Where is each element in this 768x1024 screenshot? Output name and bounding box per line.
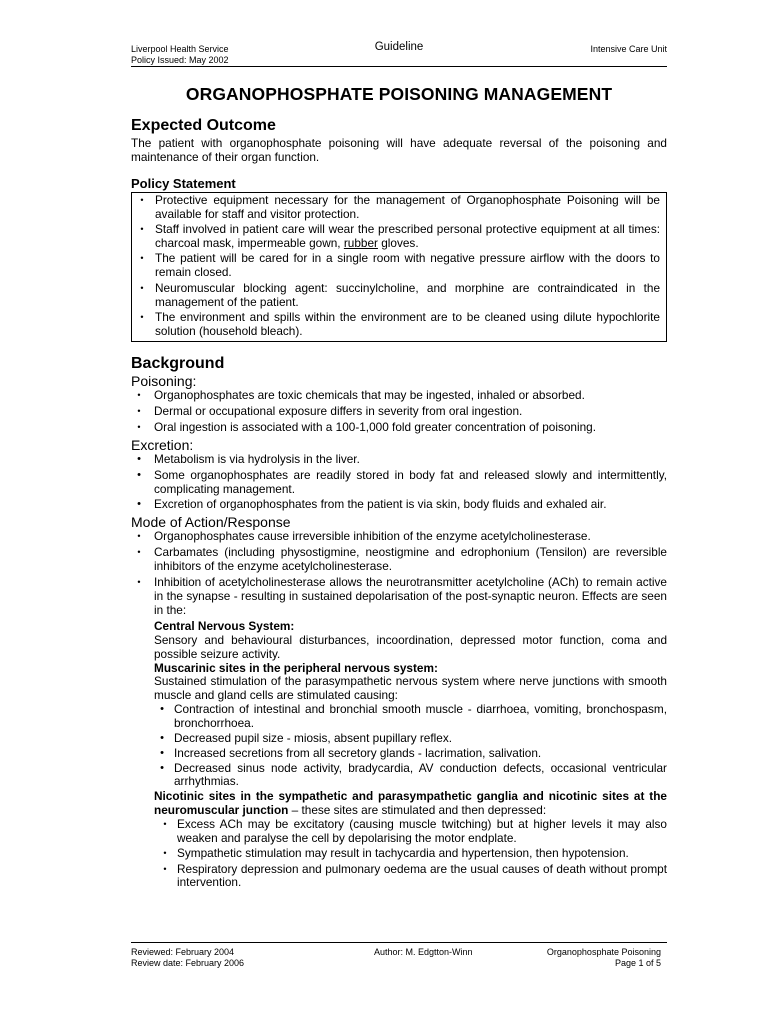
policy-item: • The environment and spills within the environment are to be cleaned using dilute hypochlorite solution (household bleach).	[132, 311, 666, 340]
mode-of-action-heading: Mode of Action/Response	[131, 514, 291, 531]
bullet-icon: •	[137, 390, 141, 401]
list-item: • Excess ACh may be excitatory (causing muscle twitching) but at higher levels it may also weaken and paralyse the cell by depolarising the motor endplate.	[157, 818, 667, 847]
footer-doc: Organophosphate Poisoning	[546, 947, 661, 957]
list-item: • Some organophosphates are readily stored in body fat and released slowly and intermittently, complicating management.	[131, 469, 667, 499]
cns-text: Sensory and behavioural disturbances, incoordination, depressed motor function, coma and possible seizure activity.	[154, 632, 667, 661]
footer-review-date: Review date: February 2006	[131, 958, 245, 968]
bullet-icon: •	[137, 421, 141, 432]
bullet-icon: •	[140, 195, 144, 205]
policy-item: • Protective equipment necessary for the management of Organophosphate Poisoning will be available for staff and visitor protection.	[132, 194, 666, 223]
nicotinic-block	[131, 790, 667, 818]
bullet-icon: •	[137, 531, 141, 542]
list-item: • Inhibition of acetylcholinesterase allows the neurotransmitter acetylcholine (ACh) to remain active in the synapse - resulting in sustained depolarisation of the post-synaptic neuron. Effects are seen in the:	[131, 576, 667, 620]
list-item: • Organophosphates cause irreversible inhibition of the enzyme acetylcholinesterase.	[131, 530, 667, 546]
nicotinic-text: – these sites are stimulated and then depressed:	[288, 803, 547, 818]
cns-block	[131, 620, 667, 703]
list-item: • Contraction of intestinal and bronchial smooth muscle - diarrhoea, vomiting, bronchospasm, bronchorrhoea.	[154, 703, 667, 732]
background-heading: Background	[131, 355, 225, 373]
cns-heading: Central Nervous System:	[154, 618, 295, 633]
bullet-icon: •	[137, 452, 141, 465]
document-page	[131, 40, 667, 892]
bullet-icon: •	[137, 405, 141, 416]
mode-of-action-list	[131, 530, 667, 619]
bullet-icon: •	[140, 282, 144, 293]
list-item: • Decreased pupil size - miosis, absent pupillary reflex.	[154, 732, 667, 747]
bullet-icon: •	[137, 547, 141, 558]
header-unit: Intensive Care Unit	[590, 44, 667, 54]
bullet-icon: •	[137, 468, 141, 481]
list-item: • Carbamates (including physostigmine, neostigmine and edrophonium (Tensilon) are reversible inhibitors of the enzyme acetylcholinesterase.	[131, 546, 667, 576]
muscarinic-text: Sustained stimulation of the parasympathetic nervous system where nerve junctions with smooth muscle and gland cells are stimulated causing:	[154, 674, 667, 703]
list-item: • Oral ingestion is associated with a 100-1,000 fold greater concentration of poisoning.	[131, 421, 667, 437]
bullet-icon: •	[137, 498, 141, 511]
header-issued: Policy Issued: May 2002	[131, 55, 229, 65]
list-item: • Organophosphates are toxic chemicals that may be ingested, inhaled or absorbed.	[131, 389, 667, 405]
list-item: • Increased secretions from all secretory glands - lacrimation, salivation.	[154, 747, 667, 762]
policy-item: • Staff involved in patient care will wear the prescribed personal protective equipment at all times: charcoal mask, impermeable gown, rubber gloves.	[132, 223, 666, 252]
policy-item: • Neuromuscular blocking agent: succinylcholine, and morphine are contraindicated in the management of the patient.	[132, 282, 666, 311]
footer-page: Page 1 of 5	[614, 958, 661, 968]
poisoning-list	[131, 389, 667, 437]
bullet-icon: •	[160, 703, 164, 716]
policy-statement-heading: Policy Statement	[131, 176, 236, 191]
bullet-icon: •	[140, 224, 144, 235]
nicotinic-heading: Nicotinic sites in the sympathetic and parasympathetic ganglia and nicotinic sites at the neuromuscular junction	[154, 789, 667, 818]
list-item: • Excretion of organophosphates from the patient is via skin, body fluids and exhaled air.	[131, 498, 667, 514]
bullet-icon: •	[140, 253, 144, 264]
page-header	[131, 40, 667, 66]
nicotinic-list	[131, 818, 667, 892]
footer-reviewed: Reviewed: February 2004	[131, 947, 235, 957]
bullet-icon: •	[163, 863, 167, 874]
excretion-heading: Excretion:	[131, 436, 194, 453]
list-item: • Respiratory depression and pulmonary oedema are the usual causes of death without prompt intervention.	[157, 863, 667, 892]
bullet-icon: •	[160, 731, 164, 744]
list-item: • Sympathetic stimulation may result in tachycardia and hypertension, then hypotension.	[157, 847, 667, 862]
footer-rule	[131, 942, 667, 943]
list-item: • Metabolism is via hydrolysis in the liver.	[131, 453, 667, 469]
expected-outcome-heading: Expected Outcome	[131, 117, 276, 134]
list-item: • Decreased sinus node activity, bradycardia, AV conduction defects, occasional ventricular arrhythmias.	[154, 762, 667, 791]
header-org: Liverpool Health Service	[131, 44, 229, 54]
header-rule	[131, 66, 667, 67]
document-title: ORGANOPHOSPHATE POISONING MANAGEMENT	[185, 84, 613, 104]
page-footer	[131, 942, 667, 969]
muscarinic-list	[131, 703, 667, 790]
header-type: Guideline	[374, 41, 424, 53]
expected-outcome-text: The patient with organophosphate poisoning will have adequate reversal of the poisoning and maintenance of their organ function.	[131, 136, 667, 164]
bullet-icon: •	[160, 761, 164, 774]
bullet-icon: •	[140, 311, 144, 322]
bullet-icon: •	[137, 577, 141, 588]
underlined-word: rubber	[343, 236, 378, 251]
bullet-icon: •	[160, 746, 164, 759]
bullet-icon: •	[163, 819, 167, 830]
policy-item: • The patient will be cared for in a single room with negative pressure airflow with the doors to remain closed.	[132, 252, 666, 281]
muscarinic-heading: Muscarinic sites in the peripheral nervous system:	[154, 660, 438, 675]
policy-statement-box	[131, 192, 667, 342]
list-item: • Dermal or occupational exposure differs in severity from oral ingestion.	[131, 405, 667, 421]
bullet-icon: •	[163, 848, 167, 859]
excretion-list	[131, 453, 667, 515]
poisoning-heading: Poisoning:	[131, 373, 197, 390]
footer-author: Author: M. Edgtton-Winn	[374, 947, 473, 957]
